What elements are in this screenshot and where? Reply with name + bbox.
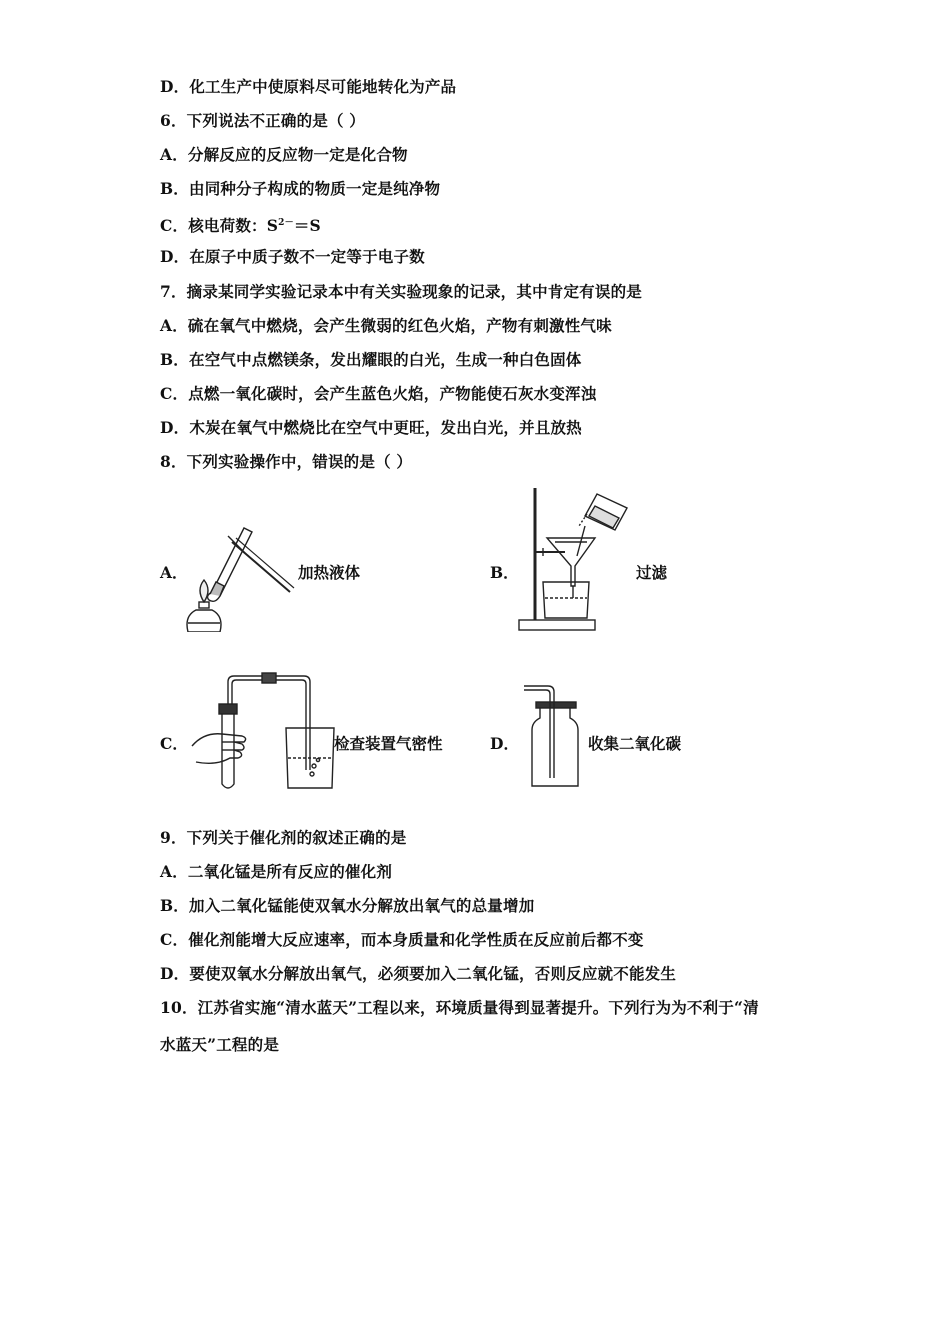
q8-option-c-caption: 检查装置气密性: [334, 734, 443, 753]
q9-option-a: A．二氧化锰是所有反应的催化剂: [160, 862, 393, 881]
q10-stem-line1: 10．江苏省实施“清水蓝天”工程以来，环境质量得到显著提升。下列行为为不利于“清: [160, 998, 759, 1017]
q6-option-c: [160, 213, 321, 236]
q9-option-b: B．加入二氧化锰能使双氧水分解放出氧气的总量增加: [160, 896, 535, 915]
q10-stem-line2: 水蓝天”工程的是: [160, 1035, 280, 1054]
q8-option-d-letter: D．: [490, 734, 519, 753]
q7-option-d: D．木炭在氧气中燃烧比在空气中更旺，发出白光，并且放热: [160, 418, 582, 437]
q8-option-a-caption: 加热液体: [298, 563, 361, 582]
q8-option-b-caption: 过滤: [636, 563, 668, 582]
q6-stem: 6．下列说法不正确的是（ ）: [160, 111, 365, 130]
q8-stem: 8．下列实验操作中，错误的是（ ）: [160, 452, 413, 471]
filtration-figure: [515, 486, 640, 634]
q7-option-a: A．硫在氧气中燃烧，会产生微弱的红色火焰，产物有刺激性气味: [160, 316, 612, 335]
q8-option-b-letter: B．: [490, 563, 519, 582]
q9-option-c: C．催化剂能增大反应速率，而本身质量和化学性质在反应前后都不变: [160, 930, 644, 949]
airtightness-check-figure: [186, 670, 336, 794]
q7-option-c: C．点燃一氧化碳时，会产生蓝色火焰，产物能使石灰水变浑浊: [160, 384, 597, 403]
q6-option-b: B．由同种分子构成的物质一定是纯净物: [160, 179, 441, 198]
q5-option-d: D．化工生产中使原料尽可能地转化为产品: [160, 77, 457, 96]
q9-option-d: D．要使双氧水分解放出氧气，必须要加入二氧化锰，否则反应就不能发生: [160, 964, 677, 983]
q9-stem: 9．下列关于催化剂的叙述正确的是: [160, 828, 407, 847]
q8-option-c-letter: C．: [160, 734, 188, 753]
q6c-text: C．核电荷数：S: [160, 216, 279, 235]
q8-option-d-caption: 收集二氧化碳: [588, 734, 682, 753]
heating-liquid-figure: [182, 520, 302, 632]
q7-stem: 7．摘录某同学实验记录本中有关实验现象的记录，其中肯定有误的是: [160, 282, 642, 301]
q6c-text-post: ＝S: [293, 216, 321, 235]
gas-collection-figure: [520, 682, 586, 788]
q6-option-a: A．分解反应的反应物一定是化合物: [160, 145, 408, 164]
q6c-charge: 2－: [278, 218, 294, 228]
q6-option-d: D．在原子中质子数不一定等于电子数: [160, 247, 425, 266]
q7-option-b: B．在空气中点燃镁条，发出耀眼的白光，生成一种白色固体: [160, 350, 582, 369]
q8-option-a-letter: A．: [160, 563, 188, 582]
